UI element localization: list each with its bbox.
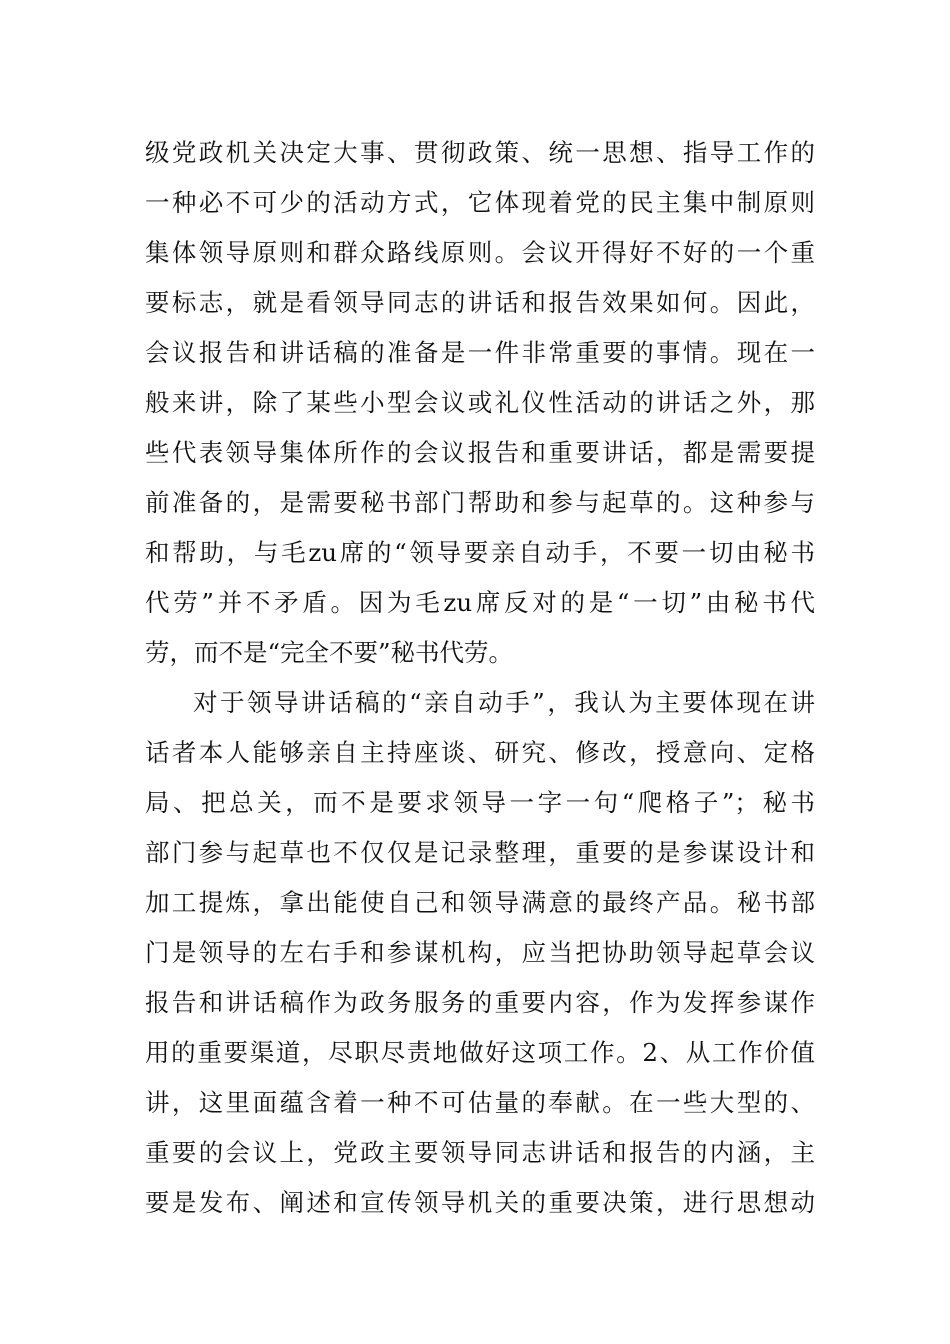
text-line-8: 前准备的，是需要秘书部门帮助和参与起草的。这种参与 bbox=[145, 488, 815, 517]
text-line-22: 要是发布、阐述和宣传领导机关的重要决策，进行思想动 bbox=[145, 1188, 815, 1217]
text-line-4: 要标志，就是看领导同志的讲话和报告效果如何。因此， bbox=[145, 288, 815, 317]
text-line-19: 用的重要渠道，尽职尽责地做好这项工作。2、从工作价值 bbox=[145, 1038, 815, 1067]
text-line-10: 代劳”并不矛盾。因为毛zu席反对的是“一切”由秘书代 bbox=[145, 588, 815, 617]
text-line-5: 会议报告和讲话稿的准备是一件非常重要的事情。现在一 bbox=[145, 338, 815, 367]
text-line-9: 和帮助，与毛zu席的“领导要亲自动手，不要一切由秘书 bbox=[145, 538, 815, 567]
text-line-15: 部门参与起草也不仅仅是记录整理，重要的是参谋设计和 bbox=[145, 838, 815, 867]
text-line-6: 般来讲，除了某些小型会议或礼仪性活动的讲话之外，那 bbox=[145, 388, 815, 417]
text-line-13: 话者本人能够亲自主持座谈、研究、修改，授意向、定格 bbox=[145, 738, 815, 767]
text-line-3: 集体领导原则和群众路线原则。会议开得好不好的一个重 bbox=[145, 238, 815, 267]
text-line-21: 重要的会议上，党政主要领导同志讲话和报告的内涵，主 bbox=[145, 1138, 815, 1167]
text-line-12: 对于领导讲话稿的“亲自动手”，我认为主要体现在讲 bbox=[193, 688, 815, 717]
text-line-1: 级党政机关决定大事、贯彻政策、统一思想、指导工作的 bbox=[145, 138, 815, 167]
text-line-16: 加工提炼，拿出能使自己和领导满意的最终产品。秘书部 bbox=[145, 888, 815, 917]
text-line-18: 报告和讲话稿作为政务服务的重要内容，作为发挥参谋作 bbox=[145, 988, 815, 1017]
text-line-20: 讲，这里面蕴含着一种不可估量的奉献。在一些大型的、 bbox=[145, 1088, 815, 1117]
text-line-17: 门是领导的左右手和参谋机构，应当把协助领导起草会议 bbox=[145, 938, 815, 967]
text-line-7: 些代表领导集体所作的会议报告和重要讲话，都是需要提 bbox=[145, 438, 815, 467]
text-line-11: 劳，而不是“完全不要”秘书代劳。 bbox=[145, 638, 514, 667]
text-line-14: 局、把总关，而不是要求领导一字一句“爬格子”；秘书 bbox=[145, 788, 815, 817]
text-line-2: 一种必不可少的活动方式，它体现着党的民主集中制原则 bbox=[145, 188, 815, 217]
